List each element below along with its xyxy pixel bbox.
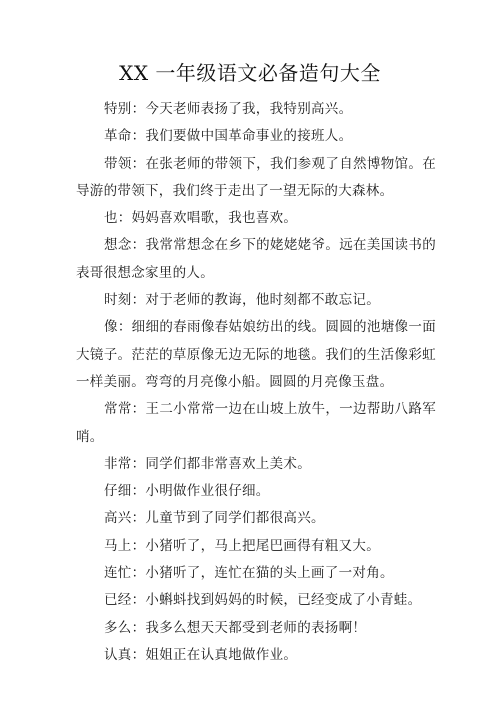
sentence-paragraph: 非常：同学们都非常喜欢上美术。 <box>104 455 311 472</box>
document-body <box>76 96 436 669</box>
sentence-paragraph: 时刻：对于老师的教诲，他时刻都不敢忘记。 <box>104 292 380 309</box>
sentence-paragraph: 高兴：儿童节到了同学们都很高兴。 <box>104 510 325 527</box>
sentence-paragraph: 也：妈妈喜欢唱歌，我也喜欢。 <box>104 210 298 227</box>
sentence-paragraph: 连忙：小猪听了，连忙在猫的头上画了一对角。 <box>104 565 394 582</box>
sentence-paragraph: 马上：小猪听了，马上把尾巴画得有粗又大。 <box>104 537 380 554</box>
sentence-paragraph: 认真：姐姐正在认真地做作业。 <box>104 646 298 663</box>
sentence-paragraph: 已经：小蝌蚪找到妈妈的时候，已经变成了小青蛙。 <box>104 592 422 609</box>
document-title: XX 一年级语文必备造句大全 <box>119 61 381 85</box>
sentence-paragraph: 想念：我常常想念在乡下的姥姥姥爷。远在美国读书的表哥很想念家里的人。 <box>76 237 436 281</box>
sentence-paragraph: 多么：我多么想天天都受到老师的表扬啊！ <box>104 619 367 636</box>
sentence-paragraph: 特别：今天老师表扬了我，我特别高兴。 <box>104 101 353 117</box>
sentence-paragraph: 革命：我们要做中国革命事业的接班人。 <box>104 128 353 145</box>
sentence-paragraph: 像：细细的春雨像春姑娘纺出的线。圆圆的池塘像一面大镜子。茫茫的草原像无边无际的地毯。我们的生活像彩虹一样美丽。弯弯的月亮像小船。圆圆的月亮像玉盘。 <box>76 319 436 390</box>
sentence-paragraph: 常常：王二小常常一边在山坡上放牛，一边帮助八路军哨。 <box>76 401 436 445</box>
sentence-paragraph: 带领：在张老师的带领下，我们参观了自然博物馆。在导游的带领下，我们终于走出了一望无际的大森林。 <box>76 155 436 199</box>
sentence-paragraph: 仔细：小明做作业很仔细。 <box>104 483 270 500</box>
